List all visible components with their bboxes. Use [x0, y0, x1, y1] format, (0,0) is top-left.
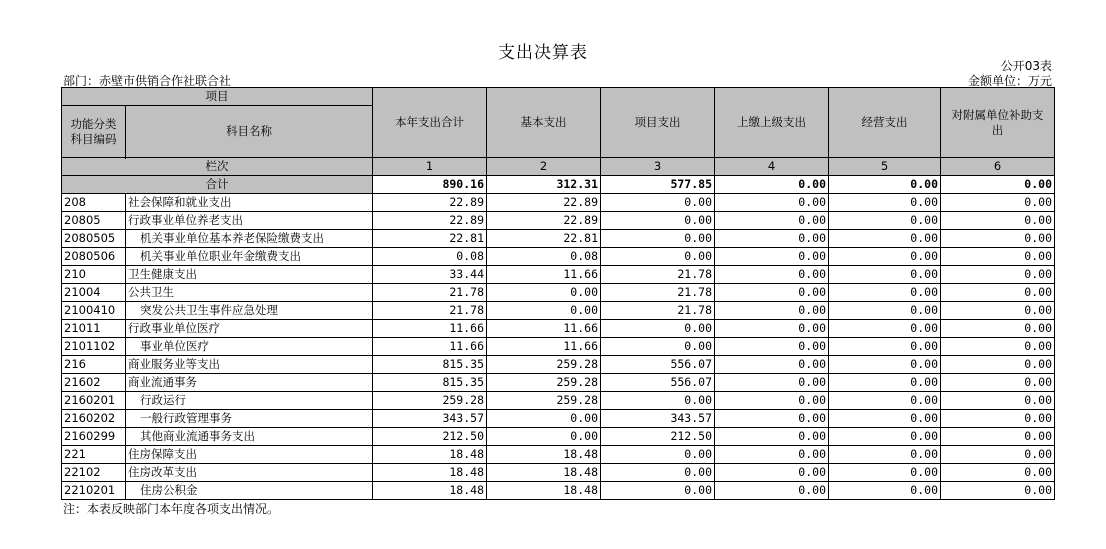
row-value: 0.00 [601, 230, 715, 248]
total-value: 0.00 [941, 176, 1055, 194]
row-value: 0.00 [941, 464, 1055, 482]
row-value: 0.00 [941, 194, 1055, 212]
header-row-label: 栏次 [62, 158, 373, 176]
col-num: 5 [829, 158, 941, 176]
row-value: 18.48 [487, 464, 601, 482]
row-value: 21.78 [601, 284, 715, 302]
row-name: 一般行政管理事务 [126, 410, 373, 428]
row-value: 0.00 [941, 230, 1055, 248]
row-code: 22102 [62, 464, 126, 482]
header-col-4: 上缴上级支出 [715, 88, 829, 158]
col-num: 6 [941, 158, 1055, 176]
row-code: 2080505 [62, 230, 126, 248]
row-value: 22.89 [487, 194, 601, 212]
row-code: 210 [62, 266, 126, 284]
row-value: 11.66 [487, 320, 601, 338]
row-name: 突发公共卫生事件应急处理 [126, 302, 373, 320]
row-name: 住房保障支出 [126, 446, 373, 464]
col-num: 3 [601, 158, 715, 176]
row-value: 0.00 [715, 356, 829, 374]
row-code: 2160201 [62, 392, 126, 410]
row-code: 21602 [62, 374, 126, 392]
row-value: 11.66 [487, 266, 601, 284]
row-value: 0.00 [601, 320, 715, 338]
total-value: 577.85 [601, 176, 715, 194]
row-value: 0.00 [715, 392, 829, 410]
row-value: 556.07 [601, 374, 715, 392]
row-value: 33.44 [373, 266, 487, 284]
row-value: 0.00 [829, 464, 941, 482]
row-value: 0.00 [715, 302, 829, 320]
row-name: 住房公积金 [126, 482, 373, 500]
row-value: 11.66 [373, 338, 487, 356]
row-value: 0.00 [487, 284, 601, 302]
row-code: 2160299 [62, 428, 126, 446]
col-num: 2 [487, 158, 601, 176]
row-value: 556.07 [601, 356, 715, 374]
table-row [62, 428, 1055, 446]
row-value: 22.89 [373, 212, 487, 230]
row-value: 21.78 [601, 266, 715, 284]
row-value: 343.57 [373, 410, 487, 428]
row-value: 0.00 [829, 356, 941, 374]
row-value: 0.00 [601, 212, 715, 230]
row-value: 0.00 [829, 428, 941, 446]
row-code: 2160202 [62, 410, 126, 428]
row-value: 0.00 [715, 230, 829, 248]
row-value: 0.00 [601, 248, 715, 266]
row-value: 22.89 [373, 194, 487, 212]
header-col-2: 基本支出 [487, 88, 601, 158]
row-value: 259.28 [487, 392, 601, 410]
table-row [62, 266, 1055, 284]
row-value: 18.48 [487, 446, 601, 464]
row-code: 221 [62, 446, 126, 464]
row-value: 22.81 [487, 230, 601, 248]
row-value: 343.57 [601, 410, 715, 428]
row-value: 0.00 [601, 392, 715, 410]
header-item: 项目 [62, 88, 373, 106]
table-row [62, 230, 1055, 248]
header-col-3: 项目支出 [601, 88, 715, 158]
row-value: 0.00 [715, 428, 829, 446]
row-value: 0.00 [715, 482, 829, 500]
row-value: 0.00 [715, 446, 829, 464]
total-value: 0.00 [715, 176, 829, 194]
row-value: 0.00 [715, 194, 829, 212]
row-value: 0.00 [829, 410, 941, 428]
row-value: 0.00 [829, 194, 941, 212]
row-code: 21004 [62, 284, 126, 302]
row-value: 815.35 [373, 356, 487, 374]
total-value: 890.16 [373, 176, 487, 194]
row-value: 212.50 [601, 428, 715, 446]
department-label: 部门：赤壁市供销合作社联合社 [63, 74, 232, 88]
row-value: 18.48 [373, 482, 487, 500]
row-value: 0.00 [941, 374, 1055, 392]
row-code: 208 [62, 194, 126, 212]
row-name: 住房改革支出 [126, 464, 373, 482]
row-value: 0.00 [715, 410, 829, 428]
row-value: 0.00 [487, 428, 601, 446]
row-value: 11.66 [487, 338, 601, 356]
row-value: 259.28 [487, 356, 601, 374]
row-value: 0.00 [829, 446, 941, 464]
row-name: 卫生健康支出 [126, 266, 373, 284]
row-value: 0.00 [487, 302, 601, 320]
row-value: 18.48 [373, 446, 487, 464]
table-row [62, 320, 1055, 338]
row-code: 2101102 [62, 338, 126, 356]
row-value: 0.00 [941, 320, 1055, 338]
row-value: 0.00 [941, 356, 1055, 374]
row-name: 社会保障和就业支出 [126, 194, 373, 212]
row-value: 0.00 [715, 266, 829, 284]
row-value: 0.00 [941, 266, 1055, 284]
row-value: 0.00 [829, 320, 941, 338]
table-row [62, 338, 1055, 356]
expenditure-table [61, 87, 1055, 500]
table-row [62, 194, 1055, 212]
row-code: 2080506 [62, 248, 126, 266]
row-value: 11.66 [373, 320, 487, 338]
row-value: 0.00 [601, 446, 715, 464]
row-value: 0.00 [829, 248, 941, 266]
row-value: 21.78 [601, 302, 715, 320]
row-value: 18.48 [487, 482, 601, 500]
row-value: 0.00 [941, 446, 1055, 464]
report-title: 支出决算表 [498, 43, 588, 63]
row-value: 0.00 [715, 320, 829, 338]
header-subject-name: 科目名称 [126, 106, 373, 158]
row-value: 0.00 [715, 212, 829, 230]
row-value: 21.78 [373, 284, 487, 302]
row-name: 商业流通事务 [126, 374, 373, 392]
row-value: 0.00 [829, 392, 941, 410]
row-value: 0.00 [829, 266, 941, 284]
row-value: 0.00 [601, 338, 715, 356]
header-col-5: 经营支出 [829, 88, 941, 158]
col-num: 1 [373, 158, 487, 176]
form-number: 公开03表 [1000, 59, 1052, 73]
table-row [62, 374, 1055, 392]
header-col-6: 对附属单位补助支出 [941, 88, 1055, 158]
row-value: 0.00 [715, 338, 829, 356]
table-row [62, 248, 1055, 266]
row-value: 0.00 [829, 230, 941, 248]
row-value: 0.00 [715, 464, 829, 482]
row-name: 行政事业单位养老支出 [126, 212, 373, 230]
row-value: 0.00 [829, 212, 941, 230]
row-name: 公共卫生 [126, 284, 373, 302]
row-name: 其他商业流通事务支出 [126, 428, 373, 446]
row-value: 18.48 [373, 464, 487, 482]
total-value: 0.00 [829, 176, 941, 194]
row-value: 0.00 [715, 248, 829, 266]
row-value: 0.00 [715, 284, 829, 302]
row-value: 0.08 [373, 248, 487, 266]
row-value: 0.00 [941, 410, 1055, 428]
row-name: 机关事业单位职业年金缴费支出 [126, 248, 373, 266]
row-value: 22.89 [487, 212, 601, 230]
row-value: 0.00 [487, 410, 601, 428]
row-value: 0.00 [829, 374, 941, 392]
row-value: 0.00 [941, 248, 1055, 266]
row-code: 2100410 [62, 302, 126, 320]
footnote: 注：本表反映部门本年度各项支出情况。 [63, 502, 280, 516]
table-row [62, 302, 1055, 320]
row-name: 商业服务业等支出 [126, 356, 373, 374]
row-code: 21011 [62, 320, 126, 338]
row-value: 0.00 [829, 302, 941, 320]
table-row [62, 410, 1055, 428]
row-code: 216 [62, 356, 126, 374]
row-name: 行政事业单位医疗 [126, 320, 373, 338]
row-value: 0.00 [941, 482, 1055, 500]
row-code: 2210201 [62, 482, 126, 500]
row-value: 0.00 [941, 284, 1055, 302]
row-value: 0.00 [941, 212, 1055, 230]
total-value: 312.31 [487, 176, 601, 194]
row-value: 21.78 [373, 302, 487, 320]
table-row [62, 284, 1055, 302]
table-row [62, 392, 1055, 410]
row-value: 0.00 [601, 482, 715, 500]
amount-unit-label: 金额单位：万元 [967, 74, 1052, 88]
table-row [62, 212, 1055, 230]
row-value: 0.00 [829, 482, 941, 500]
table-row [62, 482, 1055, 500]
table-row [62, 446, 1055, 464]
row-name: 行政运行 [126, 392, 373, 410]
row-value: 0.00 [601, 194, 715, 212]
total-label: 合计 [62, 176, 373, 194]
row-name: 事业单位医疗 [126, 338, 373, 356]
col-num: 4 [715, 158, 829, 176]
row-value: 0.00 [941, 338, 1055, 356]
row-value: 0.00 [829, 338, 941, 356]
table-row [62, 356, 1055, 374]
row-value: 0.00 [941, 302, 1055, 320]
row-value: 0.00 [941, 428, 1055, 446]
row-value: 0.00 [715, 374, 829, 392]
row-value: 22.81 [373, 230, 487, 248]
header-func-code: 功能分类科目编码 [62, 106, 126, 158]
table-row [62, 464, 1055, 482]
row-value: 0.08 [487, 248, 601, 266]
row-value: 0.00 [829, 284, 941, 302]
row-code: 20805 [62, 212, 126, 230]
row-value: 212.50 [373, 428, 487, 446]
row-value: 259.28 [373, 392, 487, 410]
row-name: 机关事业单位基本养老保险缴费支出 [126, 230, 373, 248]
row-value: 815.35 [373, 374, 487, 392]
header-col-1: 本年支出合计 [373, 88, 487, 158]
row-value: 259.28 [487, 374, 601, 392]
row-value: 0.00 [941, 392, 1055, 410]
row-value: 0.00 [601, 464, 715, 482]
